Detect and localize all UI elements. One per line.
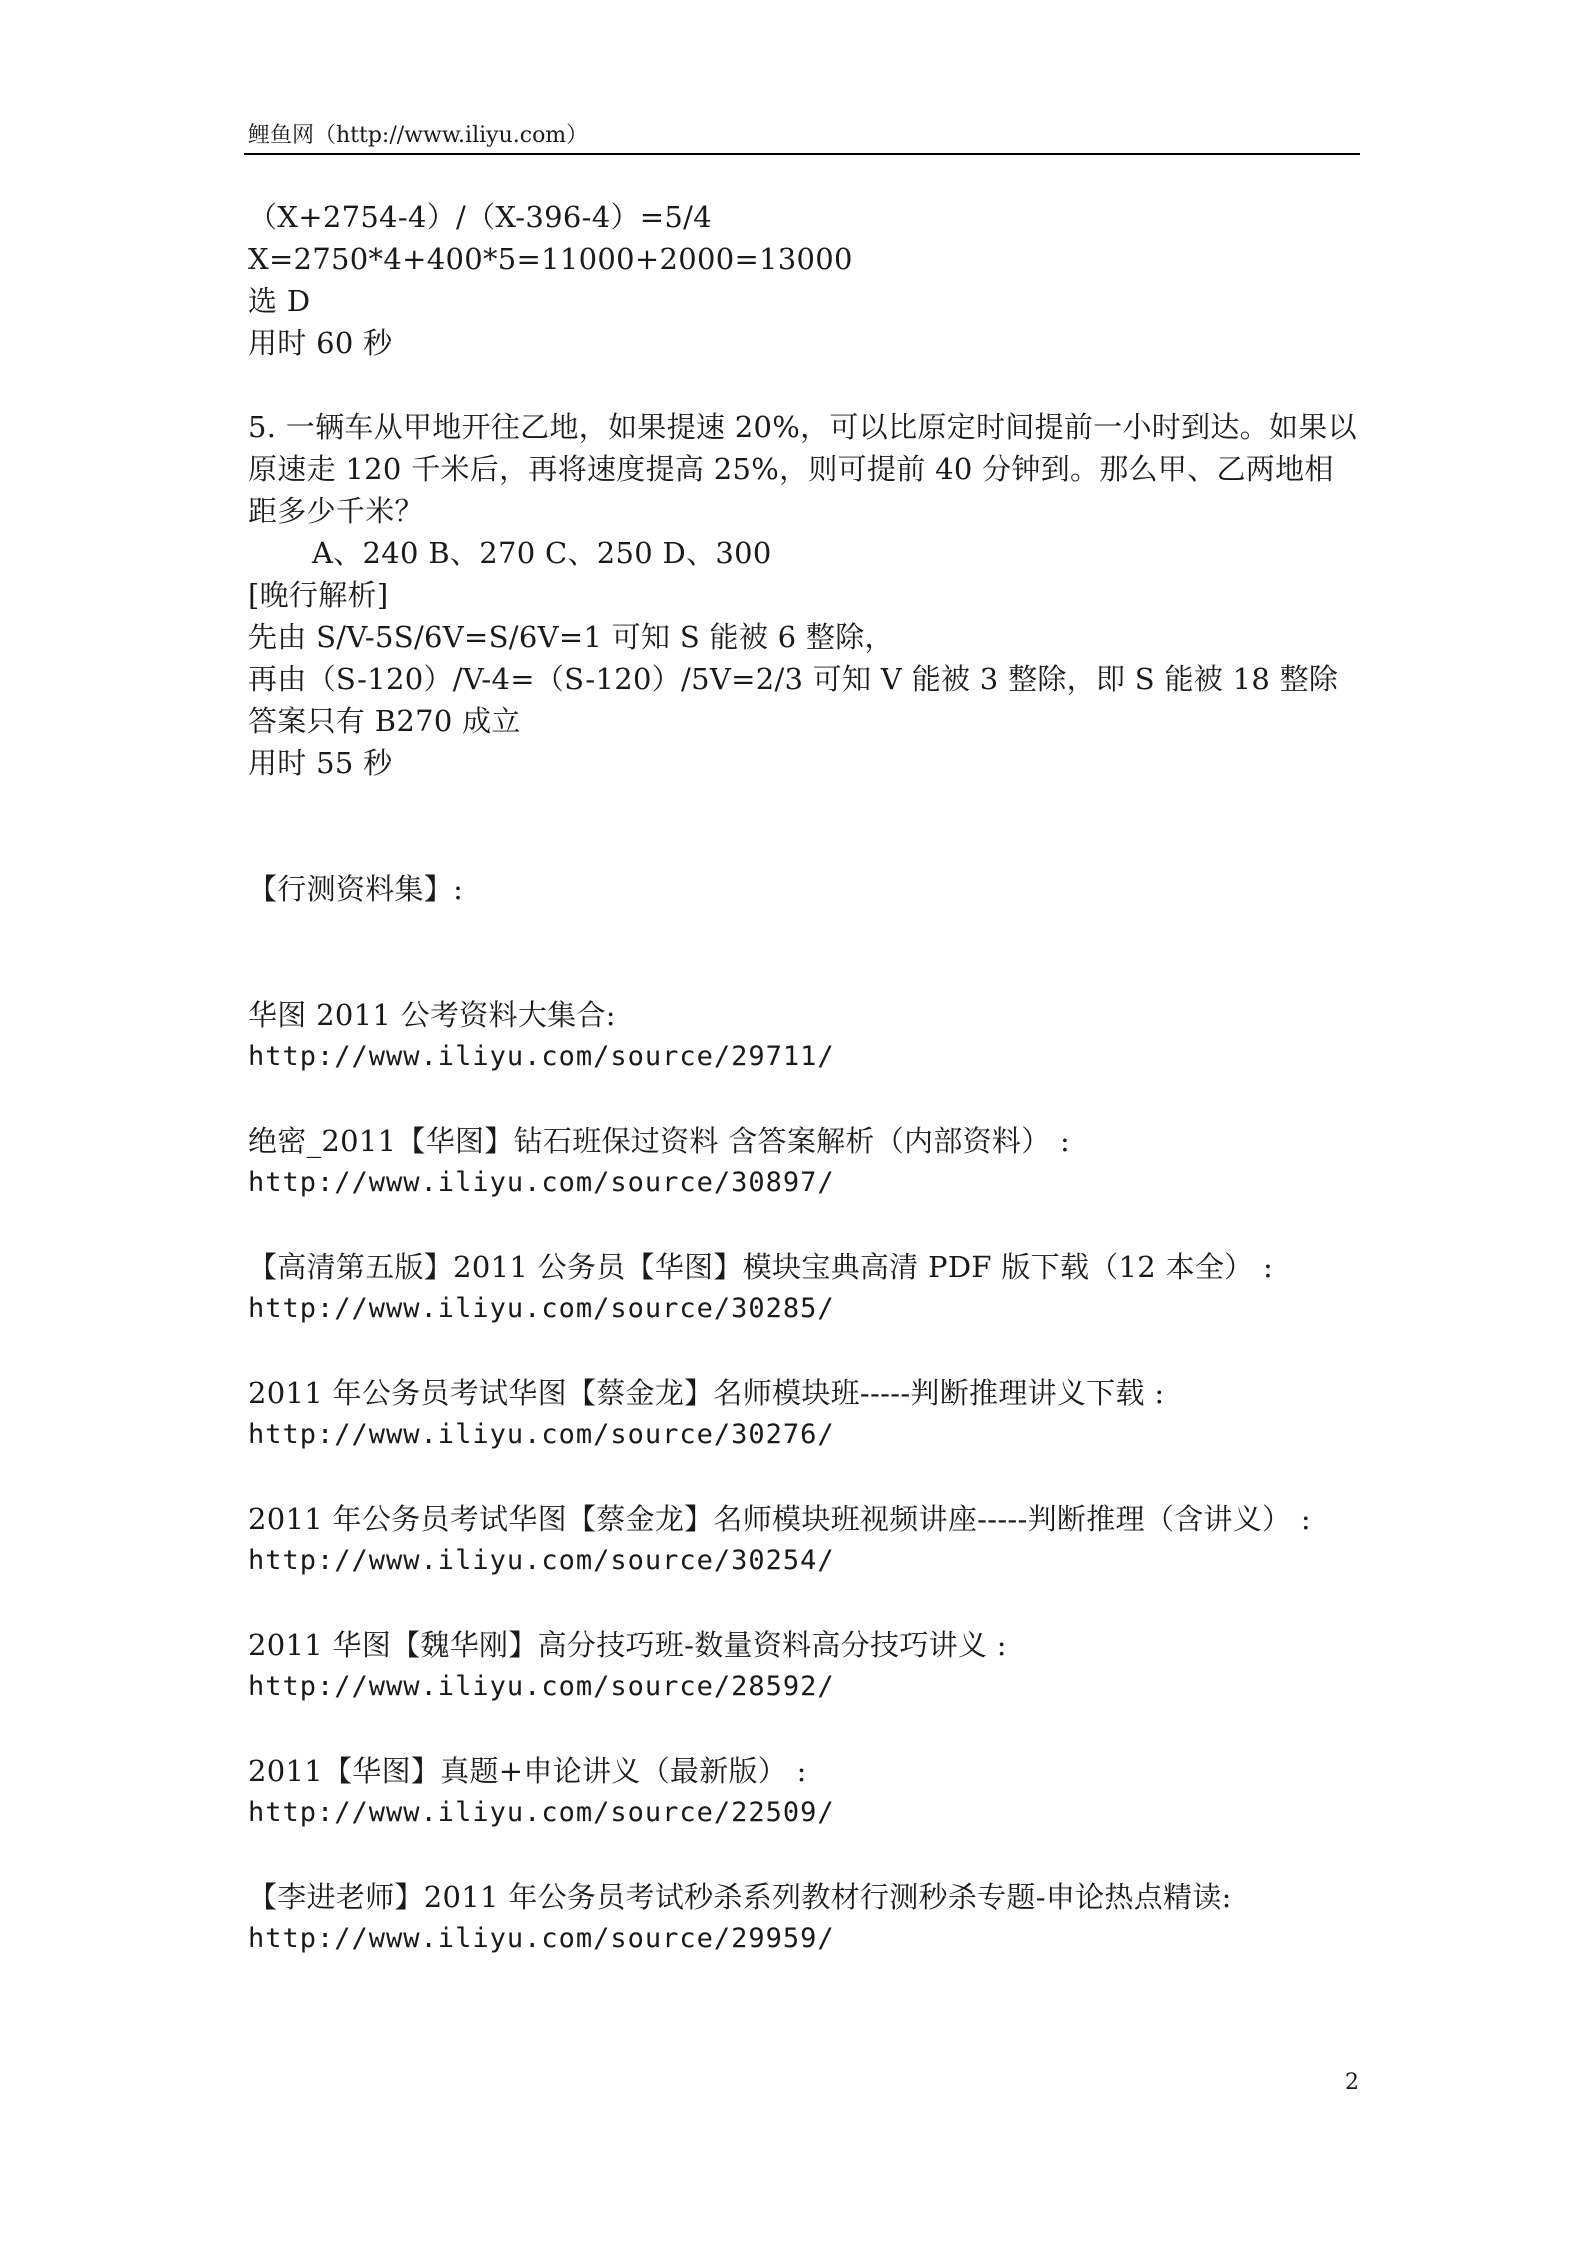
resource-item — [248, 994, 1358, 1078]
resource-item — [248, 1624, 1358, 1708]
analysis-title: [晚行解析] — [248, 578, 389, 612]
analysis-line: 先由 S/V-5S/6V=S/6V=1 可知 S 能被 6 整除， — [248, 620, 894, 654]
analysis-line: 答案只有 B270 成立 — [248, 704, 521, 738]
question-options: A、240 B、270 C、250 D、300 — [312, 536, 772, 570]
resource-list — [248, 994, 1358, 1960]
spacer — [248, 910, 1358, 994]
resource-title: 2011【华图】真题+申论讲义（最新版） : — [248, 1754, 807, 1788]
resource-item — [248, 1246, 1358, 1330]
equation-line: （X+2754-4）/（X-396-4）=5/4 — [248, 200, 712, 234]
resource-item — [248, 1372, 1358, 1456]
resource-link[interactable]: http://www.iliyu.com/source/28592/ — [248, 1671, 835, 1702]
resources-heading: 【行测资料集】: — [248, 872, 464, 906]
spacer — [248, 364, 1358, 406]
page-number: 2 — [1345, 2070, 1359, 2095]
resource-title: 2011 年公务员考试华图【蔡金龙】名师模块班视频讲座-----判断推理（含讲义） : — [248, 1502, 1311, 1536]
spacer — [248, 784, 1358, 868]
resource-title: 2011 华图【魏华刚】高分技巧班-数量资料高分技巧讲义 : — [248, 1628, 1007, 1662]
resource-title: 【高清第五版】2011 公务员【华图】模块宝典高清 PDF 版下载（12 本全） : — [248, 1250, 1274, 1284]
resource-title: 【李进老师】2011 年公务员考试秒杀系列教材行测秒杀专题-申论热点精读: — [248, 1880, 1232, 1914]
resource-title: 绝密_2011【华图】钻石班保过资料 含答案解析（内部资料） : — [248, 1124, 1071, 1158]
resource-link[interactable]: http://www.iliyu.com/source/22509/ — [248, 1797, 835, 1828]
resource-link[interactable]: http://www.iliyu.com/source/30897/ — [248, 1167, 835, 1198]
question-stem: 5. 一辆车从甲地开往乙地，如果提速 20%，可以比原定时间提前一小时到达。如果以原速走 120 千米后，再将速度提高 25%，则可提前 40 分钟到。那么甲、乙两地相距多少千米？ — [248, 410, 1357, 528]
resource-item — [248, 1876, 1358, 1960]
resource-item — [248, 1120, 1358, 1204]
time-used: 用时 55 秒 — [248, 746, 393, 780]
resource-link[interactable]: http://www.iliyu.com/source/29959/ — [248, 1923, 835, 1954]
document-body — [248, 196, 1358, 2002]
resource-link[interactable]: http://www.iliyu.com/source/30276/ — [248, 1419, 835, 1450]
analysis-line: 再由（S-120）/V-4=（S-120）/5V=2/3 可知 V 能被 3 整除，即 S 能被 18 整除 — [248, 662, 1339, 696]
calculation-line: X=2750*4+400*5=11000+2000=13000 — [248, 242, 853, 276]
resource-item — [248, 1750, 1358, 1834]
resource-link[interactable]: http://www.iliyu.com/source/29711/ — [248, 1041, 835, 1072]
header-divider — [244, 153, 1360, 155]
answer-choice: 选 D — [248, 284, 311, 318]
resource-title: 2011 年公务员考试华图【蔡金龙】名师模块班-----判断推理讲义下载 : — [248, 1376, 1165, 1410]
resource-title: 华图 2011 公考资料大集合: — [248, 998, 616, 1032]
resource-link[interactable]: http://www.iliyu.com/source/30254/ — [248, 1545, 835, 1576]
resource-link[interactable]: http://www.iliyu.com/source/30285/ — [248, 1293, 835, 1324]
page-header: 鲤鱼网（http://www.iliyu.com） — [248, 123, 589, 148]
time-used: 用时 60 秒 — [248, 326, 393, 360]
resource-item — [248, 1498, 1358, 1582]
